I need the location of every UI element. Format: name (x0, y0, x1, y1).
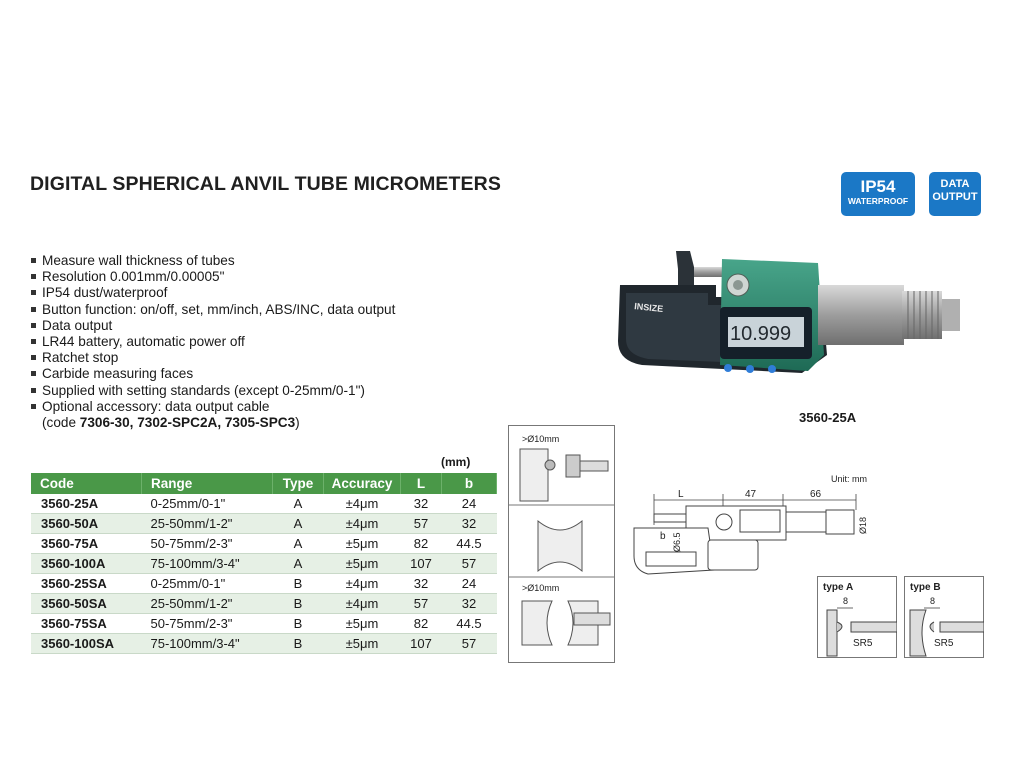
cell-accuracy: ±4μm (324, 494, 401, 514)
cell-type: B (273, 634, 324, 654)
feature-item: Data output (30, 318, 395, 334)
cell-type: B (273, 594, 324, 614)
spec-table (31, 473, 497, 654)
dim-L: L (678, 489, 684, 500)
cell-l: 32 (401, 494, 442, 514)
cell-l: 107 (401, 554, 442, 574)
cell-b: 44.5 (442, 534, 497, 554)
button (768, 365, 776, 373)
product-label: 3560-25A (799, 410, 857, 425)
header-range: Range (142, 473, 273, 494)
cell-b: 57 (442, 634, 497, 654)
cell-accuracy: ±5μm (324, 554, 401, 574)
usage-label-top: >Ø10mm (522, 434, 560, 444)
type-b-diagram (904, 576, 984, 658)
feature-item: Button function: on/off, set, mm/inch, ABS/INC, data output (30, 302, 395, 318)
feature-code-prefix: (code (42, 415, 80, 431)
cell-code: 3560-75SA (31, 614, 142, 634)
cell-b: 24 (442, 574, 497, 594)
cell-code: 3560-50SA (31, 594, 142, 614)
ip54-badge-main: IP54 (860, 177, 896, 196)
anvil-hook (676, 251, 694, 285)
cell-range: 50-75mm/2-3" (142, 534, 273, 554)
feature-item: Carbide measuring faces (30, 366, 395, 382)
data-output-badge-line2: OUTPUT (932, 191, 978, 203)
cell-code: 3560-25SA (31, 574, 142, 594)
cell-b: 57 (442, 554, 497, 574)
type-b-radius: SR5 (934, 638, 954, 649)
ip54-badge-sub: WATERPROOF (847, 196, 909, 206)
table-row (31, 594, 497, 614)
table-row (31, 494, 497, 514)
feature-list (30, 253, 395, 431)
header-b: b (442, 473, 497, 494)
type-a-dim: 8 (843, 596, 849, 606)
table-row (31, 554, 497, 574)
cell-l: 82 (401, 534, 442, 554)
cell-range: 50-75mm/2-3" (142, 614, 273, 634)
cell-accuracy: ±4μm (324, 574, 401, 594)
type-a-radius: SR5 (853, 638, 873, 649)
table-header-row (31, 473, 497, 494)
lcd-reading: 10.999 (730, 323, 792, 345)
data-output-badge (929, 172, 981, 216)
cell-range: 25-50mm/1-2" (142, 514, 273, 534)
cell-l: 107 (401, 634, 442, 654)
micrometer-photo (612, 245, 964, 395)
header-l: L (401, 473, 442, 494)
cell-b: 32 (442, 514, 497, 534)
cell-range: 75-100mm/3-4" (142, 634, 273, 654)
feature-item: Supplied with setting standards (except 0-25mm/0-1") (30, 383, 395, 399)
header-accuracy: Accuracy (324, 473, 401, 494)
dim-unit: Unit: mm (831, 474, 867, 484)
type-a-diagram (817, 576, 897, 658)
cell-l: 57 (401, 514, 442, 534)
feature-code-line (30, 415, 395, 431)
cell-l: 82 (401, 614, 442, 634)
cell-l: 57 (401, 594, 442, 614)
type-b-label: type B (910, 582, 941, 593)
type-a-label: type A (823, 582, 854, 593)
button (724, 364, 732, 372)
cell-range: 75-100mm/3-4" (142, 554, 273, 574)
dim-66: 66 (810, 489, 822, 500)
button (746, 365, 754, 373)
cell-accuracy: ±4μm (324, 514, 401, 534)
sleeve (818, 285, 904, 345)
cell-l: 32 (401, 574, 442, 594)
table-row (31, 574, 497, 594)
ratchet (942, 299, 960, 331)
cell-type: B (273, 614, 324, 634)
header-type: Type (273, 473, 324, 494)
cell-b: 24 (442, 494, 497, 514)
cell-accuracy: ±5μm (324, 614, 401, 634)
usage-diagram (508, 425, 615, 663)
table-row (31, 514, 497, 534)
cell-b: 32 (442, 594, 497, 614)
dim-b: b (660, 531, 666, 542)
table-row (31, 614, 497, 634)
cell-range: 0-25mm/0-1" (142, 574, 273, 594)
cell-type: A (273, 534, 324, 554)
cell-accuracy: ±4μm (324, 594, 401, 614)
feature-item: LR44 battery, automatic power off (30, 334, 395, 350)
cell-type: A (273, 514, 324, 534)
feature-item: Measure wall thickness of tubes (30, 253, 395, 269)
table-row (31, 634, 497, 654)
cell-code: 3560-100SA (31, 634, 142, 654)
type-b-dim: 8 (930, 596, 936, 606)
feature-code-values: 7306-30, 7302-SPC2A, 7305-SPC3 (79, 415, 296, 431)
cell-range: 0-25mm/0-1" (142, 494, 273, 514)
cell-b: 44.5 (442, 614, 497, 634)
usage-label-bottom: >Ø10mm (522, 583, 560, 593)
cell-type: B (273, 574, 324, 594)
dim-d65: Ø6.5 (672, 532, 682, 552)
ip54-badge (841, 172, 915, 216)
cell-range: 25-50mm/1-2" (142, 594, 273, 614)
table-unit: (mm) (441, 455, 471, 469)
cell-accuracy: ±5μm (324, 534, 401, 554)
cell-code: 3560-75A (31, 534, 142, 554)
feature-item: IP54 dust/waterproof (30, 285, 395, 301)
spec-table-body (31, 494, 497, 654)
dimension-diagram (628, 470, 898, 580)
cell-code: 3560-50A (31, 514, 142, 534)
cell-accuracy: ±5μm (324, 634, 401, 654)
cell-code: 3560-25A (31, 494, 142, 514)
feature-item: Ratchet stop (30, 350, 395, 366)
data-output-badge-line1: DATA (940, 178, 970, 190)
dim-d18: Ø18 (858, 516, 868, 534)
cell-code: 3560-100A (31, 554, 142, 574)
dim-47: 47 (745, 489, 757, 500)
table-row (31, 534, 497, 554)
feature-code-suffix: ) (295, 415, 300, 431)
brand-logo: INSIZE (633, 301, 664, 315)
cell-type: A (273, 494, 324, 514)
page-title: DIGITAL SPHERICAL ANVIL TUBE MICROMETERS (30, 173, 501, 195)
feature-item: Resolution 0.001mm/0.00005" (30, 269, 395, 285)
header-code: Code (31, 473, 142, 494)
cell-type: A (273, 554, 324, 574)
feature-item: Optional accessory: data output cable (30, 399, 395, 415)
